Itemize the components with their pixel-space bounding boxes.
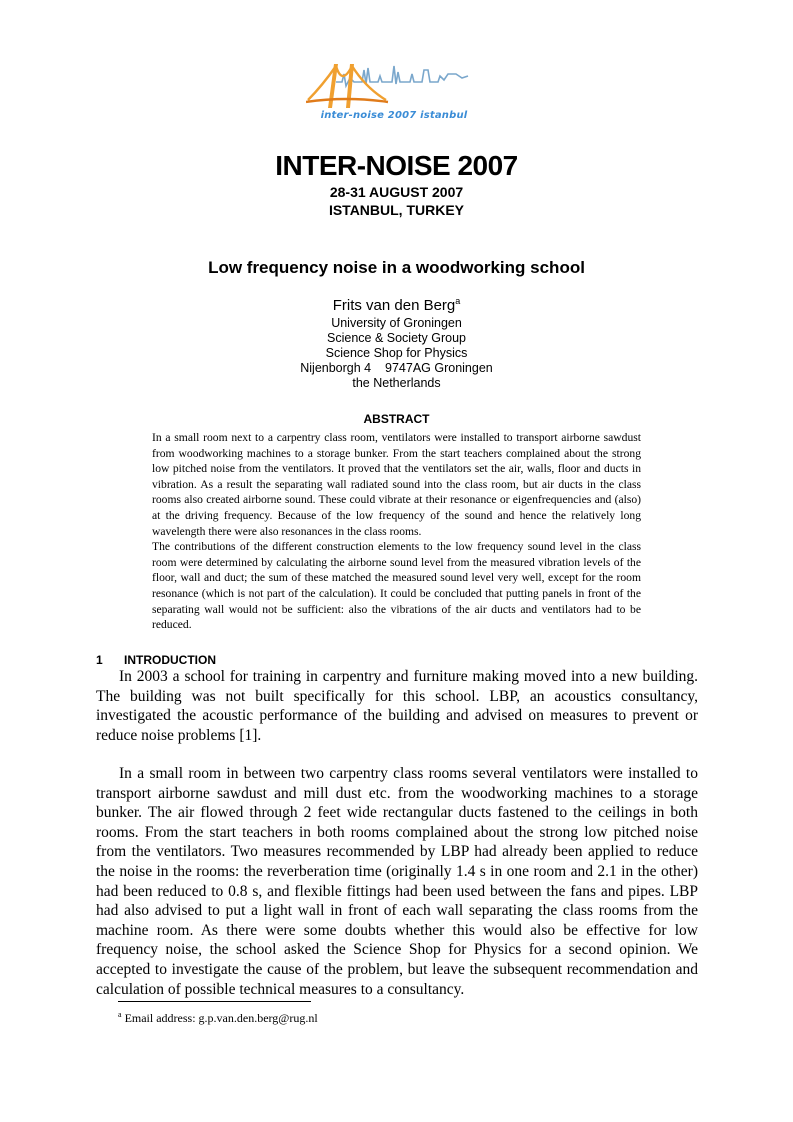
- footnote: [118, 1010, 318, 1026]
- author-name-text: Frits van den Berg: [332, 297, 456, 314]
- body-paragraph: In 2003 a school for training in carpentry and furniture making moved into a new building. The building was not built specifically for this school. LBP, an acoustics consultancy, investigated the acoustic performance of the building and advised on measures to prevent or reduce noise problems [1].: [96, 668, 698, 744]
- affiliation-line: Nijenborgh 4 9747AG Groningen: [300, 361, 493, 375]
- footnote-mark: a: [118, 1010, 122, 1019]
- affiliation-line: the Netherlands: [352, 376, 441, 390]
- author-name: [0, 296, 793, 314]
- abstract-body: [152, 430, 641, 633]
- body-paragraph: In a small room in between two carpentry class rooms several ventilators were installed to transport airborne sawdust and mill dust etc. from the woodworking machines to a storage bunker. The air flowed through 2 feet wide rectangular ducts fastened to the ceilings in both rooms. From the start teachers in both rooms complained about the strong low pitched noise from the ventilators. Two measures recommended by LBP had already been applied to reduce the noise in the rooms: the reverberation time (originally 1.4 s in one room and 2.1 in the other) had been reduced to 0.8 s, and flexible fittings had been used between the fans and pipes. LBP had also advised to put a light wall in front of each wall separating the class rooms from the machine room. As there were some doubts whether this would also be effective for low frequency noise, the school asked the Science Shop for Physics for a second opinion. We accepted to investigate the cause of the problem, but leave the subsequent recommendation and calculation of possible technical measures to a consultancy.: [96, 765, 698, 998]
- footnote-text: Email address: g.p.van.den.berg@rug.nl: [121, 1011, 318, 1025]
- section-number: 1: [96, 653, 103, 667]
- abstract-heading: ABSTRACT: [363, 412, 430, 426]
- abstract-paragraph: The contributions of the different construction elements to the low frequency sound level in the class room were determined by calculating the airborne sound level from the measured vibration levels of the floor, wall and duct; the sum of these matched the measured sound level very well, except for the room resonance (which is not part of the calculation). It could be concluded that putting panels in front of the separating wall would not be sufficient: also the vibrations of the air ducts and ventilators had to be reduced.: [152, 540, 641, 632]
- logo-caption: inter-noise 2007 istanbul: [320, 110, 468, 121]
- abstract-paragraph: In a small room next to a carpentry class room, ventilators were installed to transport airborne sawdust from woodworking machines to a storage bunker. From the start teachers complained about the strong low pitched noise from the ventilators. It proved that the ventilators set the air, walls, floor and ducts in vibration. As a result the separating wall radiated sound into the class room, but air ducts in the class rooms also created airborne sound. These could vibrate at their resonance or eigenfrequencies and (also) at the driving frequency. Because of the low frequency of the sound and hence the relatively long wavelength there were also resonances in the class rooms.: [152, 431, 641, 538]
- conference-date: 28-31 AUGUST 2007: [329, 184, 464, 200]
- section-title: INTRODUCTION: [124, 653, 216, 667]
- paper-title: Low frequency noise in a woodworking school: [208, 258, 585, 277]
- conference-location: ISTANBUL, TURKEY: [328, 202, 465, 218]
- footnote-divider: [118, 1001, 311, 1002]
- logo-waveform: [336, 66, 468, 86]
- affiliation-line: University of Groningen: [331, 316, 462, 330]
- conference-title: INTER-NOISE 2007: [275, 150, 518, 181]
- section-heading: [96, 653, 216, 667]
- author-footnote-mark: a: [455, 296, 461, 306]
- affiliation-line: Science & Society Group: [327, 331, 466, 345]
- affiliation-line: Science Shop for Physics: [325, 346, 468, 360]
